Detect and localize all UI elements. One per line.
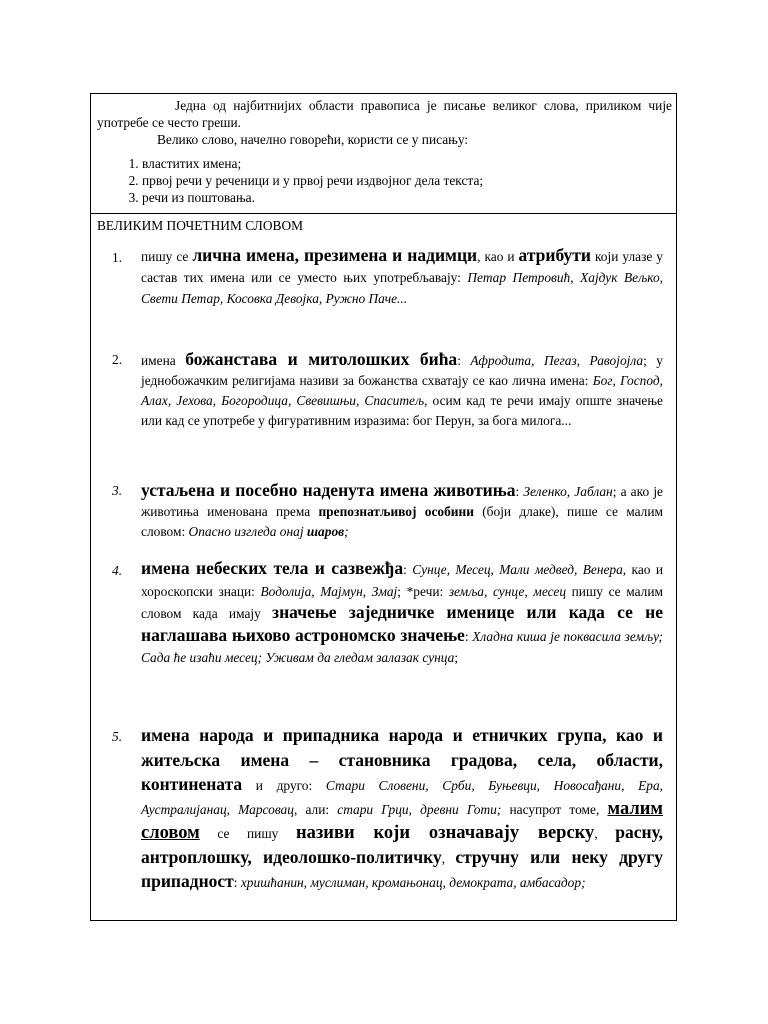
text: ; [344, 524, 349, 539]
highlight-text: значење заједничке именице или када се не наглашава њихово астрономско значење [141, 602, 663, 645]
text: се пишу [199, 826, 296, 841]
list-item: 1. властитих имена; [142, 155, 672, 172]
intro-paragraph-2: Велико слово, начелно говорећи, користи се у писању: [157, 132, 469, 147]
text: ; [496, 801, 502, 817]
section-title: ВЕЛИКИМ ПОЧЕТНИМ СЛОВОМ [97, 218, 304, 233]
usage-list [97, 155, 672, 206]
text: ; у једнобожачким религијама називи за божанства схватају се као лична имена: [141, 353, 663, 388]
example-text: Зеленко, Јаблан [523, 484, 613, 499]
item-number: 2. [112, 352, 123, 367]
rule-item-3 [112, 480, 664, 542]
highlight-text: лична имена, презимена и надимци [192, 245, 478, 265]
bold-example-text: шаров [306, 524, 345, 539]
example-text: стари Грци, древни Готи [337, 801, 497, 817]
text: : [464, 628, 473, 644]
list-item: 3. речи из поштовања. [142, 189, 672, 206]
text: пишу се малим словом када имају [141, 583, 663, 621]
intro-paragraph-1: Једна од најбитнијих области правописа је писање великог слова, приликом чије употребе се често греши. [97, 98, 672, 130]
example-text: Хладна киша је поквасила земљу; Сада ће изаћи месец; Уживам да гледам залазак сунца [141, 628, 663, 665]
example-text: Водолија, Мајмун, Змај [260, 583, 398, 599]
highlight-text: имена небеских тела и сазвежђа [141, 558, 404, 578]
example-text: Сунце, Месец, Мали медвед, Венера [412, 562, 623, 577]
bold-text: препознатљивој особини [318, 504, 474, 519]
text: пишу се [141, 249, 193, 264]
text: насупрот томе, [501, 801, 608, 817]
text: који улазе у састав тих имена или се уместо њих употребљавају: [141, 249, 663, 285]
rule-item-2 [112, 349, 663, 431]
highlight-text: устаљена и посебно наденута имена животиња [141, 480, 516, 500]
text: имена [141, 353, 186, 368]
list-item: 2. првој речи у реченици и у првој речи издвојног дела текста; [142, 172, 672, 189]
underlined-highlight-text: малим словом [141, 798, 663, 843]
highlight-text: божанстава и митолошких бића [185, 349, 458, 369]
text: , као и хороскопски знаци: [141, 562, 664, 599]
text: ; *речи: [397, 583, 449, 599]
text: (боји длаке), пише се малим словом: [141, 504, 664, 539]
rule-box [90, 93, 677, 921]
rule-item-5 [112, 724, 663, 895]
highlight-text: имена народа и припадника народа и етничких група, као и житељска имена – становника градова, села, области, континената [141, 725, 663, 794]
text: , [594, 826, 616, 841]
item-number: 3. [112, 483, 123, 498]
text: : [403, 562, 413, 577]
rule-item-4 [112, 558, 664, 669]
text: , осим кад те речи имају опште значење или кад се употребе у фигуративним изразима: бог Перун, за бога милога... [141, 393, 663, 428]
example-text: Бог, Господ, Алах, Јехова, Богородица, Свевишњи, Спаситељ [141, 373, 663, 408]
item-number: 5. [112, 729, 123, 744]
text: : [515, 484, 524, 499]
item-number: 4. [112, 563, 123, 578]
rule-item-1 [112, 245, 663, 309]
text: и друго: [242, 778, 326, 793]
example-text: Афродита, Пегаз, Равојојла [470, 353, 644, 368]
text: ; а ако је животиња именована према [141, 484, 663, 519]
text: : [233, 875, 241, 890]
example-text: хришћанин, муслиман, кромањонац, демократа, амбасадор [240, 875, 582, 890]
text: ; [454, 650, 459, 665]
example-text: Опасно изгледа онај [188, 524, 307, 539]
highlight-text: расну, антроплошку, идеолошко-политичку [141, 822, 663, 867]
text: , као и [477, 249, 519, 264]
text: ; [581, 875, 586, 890]
highlight-text: стручну или неку другу припадност [141, 846, 663, 891]
highlight-text: називи који означавају верску [295, 823, 595, 843]
text: , али: [293, 801, 338, 817]
example-text: земља, сунце, месец [448, 583, 567, 599]
intro-section [91, 94, 676, 214]
text: , [441, 850, 456, 866]
highlight-text: атрибути [518, 245, 591, 265]
text: : [457, 353, 471, 368]
example-text: Стари Словени, Срби, Буњевци, Новосађани, Ера, Аустралијанац, Марсовац [141, 778, 663, 817]
item-number: 1. [112, 250, 123, 265]
example-text: Петар Петровић, Хајдук Вељко, Свети Петар, Косовка Девојка, Ружно Паче... [141, 270, 663, 306]
